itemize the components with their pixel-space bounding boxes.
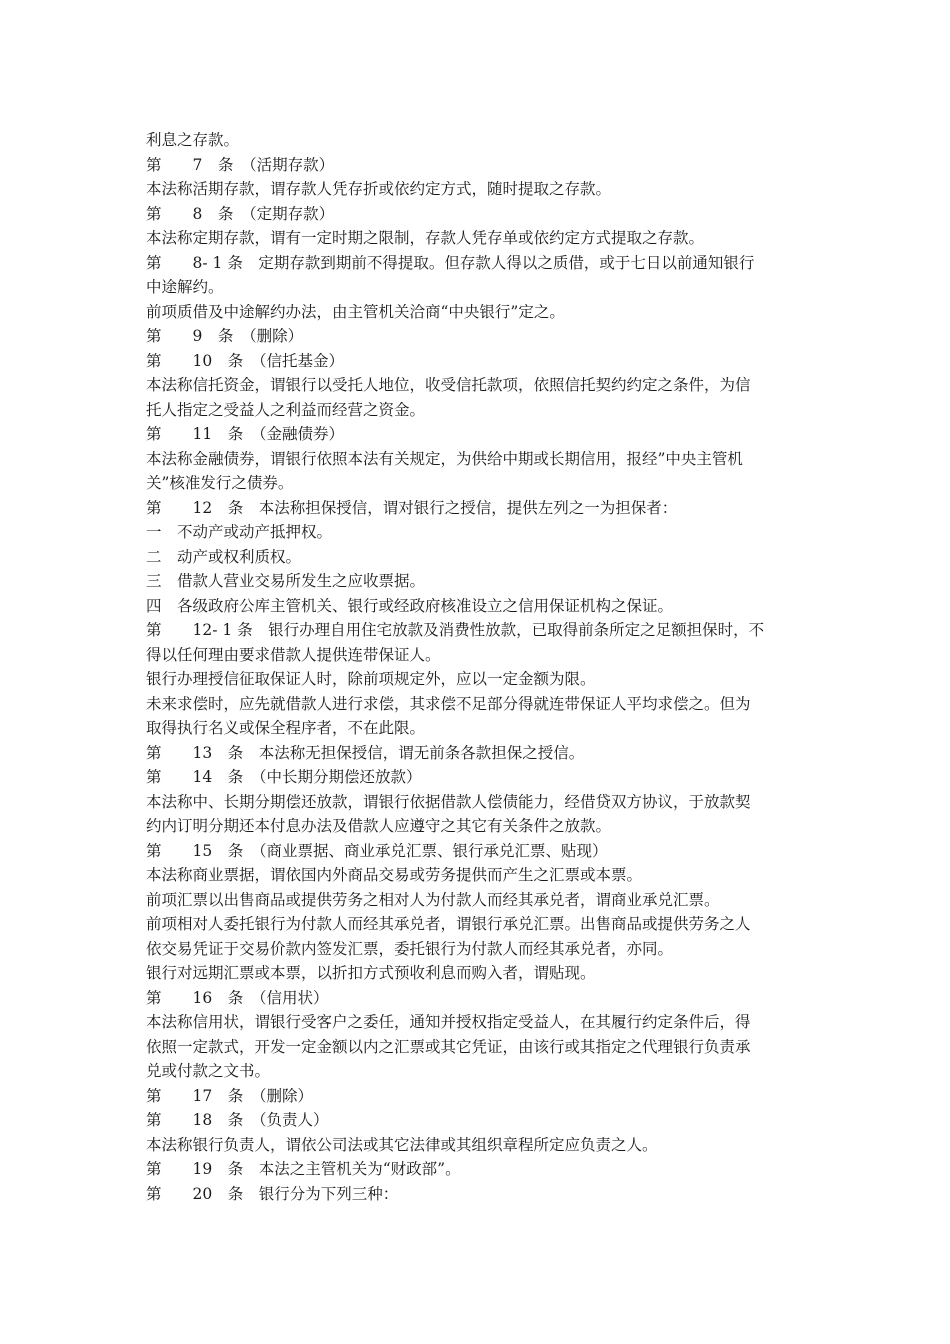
article-heading: 第 12- 1 条 银行办理自用住宅放款及消费性放款，已取得前条所定之足额担保时，不 (146, 621, 765, 639)
article-heading: 第 9 条 （删除） (146, 327, 304, 345)
article-heading: 第 10 条 （信托基金） (146, 351, 344, 370)
text-line: 前项相对人委托银行为付款人而经其承兑者，谓银行承兑汇票。出售商品或提供劳务之人 (146, 915, 751, 933)
list-item: 一 不动产或动产抵押权。 (146, 523, 333, 541)
article-heading: 第 13 条 本法称无担保授信，谓无前条各款担保之授信。 (146, 743, 585, 762)
text-line: 前项汇票以出售商品或提供劳务之相对人为付款人而经其承兑者，谓商业承兑汇票。 (146, 890, 720, 909)
text-line: 本法称中、长期分期偿还放款，谓银行依据借款人偿债能力，经借贷双方协议，于放款契 (146, 792, 751, 811)
article-heading: 第 12 条 本法称担保授信，谓对银行之授信，提供左列之一为担保者： (146, 498, 678, 517)
article-heading: 第 15 条 （商业票据、商业承兑汇票、银行承兑汇票、贴现） (146, 841, 608, 860)
article-heading: 第 8- 1 条 定期存款到期前不得提取。但存款人得以之质借，或于七日以前通知银行 (146, 253, 755, 272)
text-line: 本法称信用状，谓银行受客户之委任，通知并授权指定受益人，在其履行约定条件后，得 (146, 1013, 751, 1031)
text-line: 兑或付款之文书。 (146, 1062, 271, 1080)
text-line: 未来求偿时，应先就借款人进行求偿，其求偿不足部分得就连带保证人平均求偿之。但为 (146, 694, 751, 713)
text-line: 约内订明分期还本付息办法及借款人应遵守之其它有关条件之放款。 (146, 817, 612, 835)
text-line: 本法称金融债券，谓银行依照本法有关规定，为供给中期或长期信用，报经”中央主管机 (146, 449, 743, 468)
list-item: 二 动产或权利质权。 (146, 547, 302, 566)
list-item: 四 各级政府公库主管机关、银行或经政府核准设立之信用保证机构之保证。 (146, 596, 674, 615)
text-line: 本法称商业票据，谓依国内外商品交易或劳务提供而产生之汇票或本票。 (146, 866, 643, 884)
text-line: 得以任何理由要求借款人提供连带保证人。 (146, 645, 441, 664)
text-line: 本法称信托资金，谓银行以受托人地位，收受信托款项，依照信托契约约定之条件，为信 (146, 376, 751, 394)
article-heading: 第 19 条 本法之主管机关为“财政部”。 (146, 1160, 461, 1178)
text-line: 本法称活期存款，谓存款人凭存折或依约定方式，随时提取之存款。 (146, 180, 612, 198)
text-line: 银行对远期汇票或本票，以折扣方式预收利息而购入者，谓贴现。 (146, 964, 596, 982)
text-line: 依交易凭证于交易价款内签发汇票，委托银行为付款人而经其承兑者，亦同。 (146, 939, 674, 958)
text-line: 中途解约。 (146, 278, 224, 296)
text-line: 本法称定期存款，谓有一定时期之限制，存款人凭存单或依约定方式提取之存款。 (146, 229, 705, 247)
text-line: 本法称银行负责人，谓依公司法或其它法律或其组织章程所定应负责之人。 (146, 1135, 658, 1154)
article-heading: 第 20 条 银行分为下列三种： (146, 1184, 399, 1203)
text-line: 取得执行名义或保全程序者，不在此限。 (146, 719, 426, 737)
article-heading: 第 11 条 （金融债券） (146, 425, 344, 443)
article-heading: 第 8 条 （定期存款） (146, 204, 335, 223)
article-heading: 第 18 条 （负责人） (146, 1111, 329, 1129)
list-item: 三 借款人营业交易所发生之应收票据。 (146, 572, 426, 590)
article-heading: 第 14 条 （中长期分期偿还放款） (146, 768, 422, 786)
article-heading: 第 17 条 （删除） (146, 1086, 313, 1105)
article-heading: 第 16 条 （信用状） (146, 988, 329, 1007)
article-heading: 第 7 条 （活期存款） (146, 155, 335, 174)
text-line: 利息之存款。 (146, 131, 240, 149)
text-line: 关”核准发行之债券。 (146, 474, 294, 492)
text-line: 依照一定款式，开发一定金额以内之汇票或其它凭证，由该行或其指定之代理银行负责承 (146, 1037, 751, 1056)
text-line: 银行办理授信征取保证人时，除前项规定外，应以一定金额为限。 (146, 670, 596, 688)
text-line: 托人指定之受益人之利益而经营之资金。 (146, 400, 426, 419)
document-body (146, 128, 808, 1206)
text-line: 前项质借及中途解约办法，由主管机关洽商“中央银行”定之。 (146, 302, 565, 321)
